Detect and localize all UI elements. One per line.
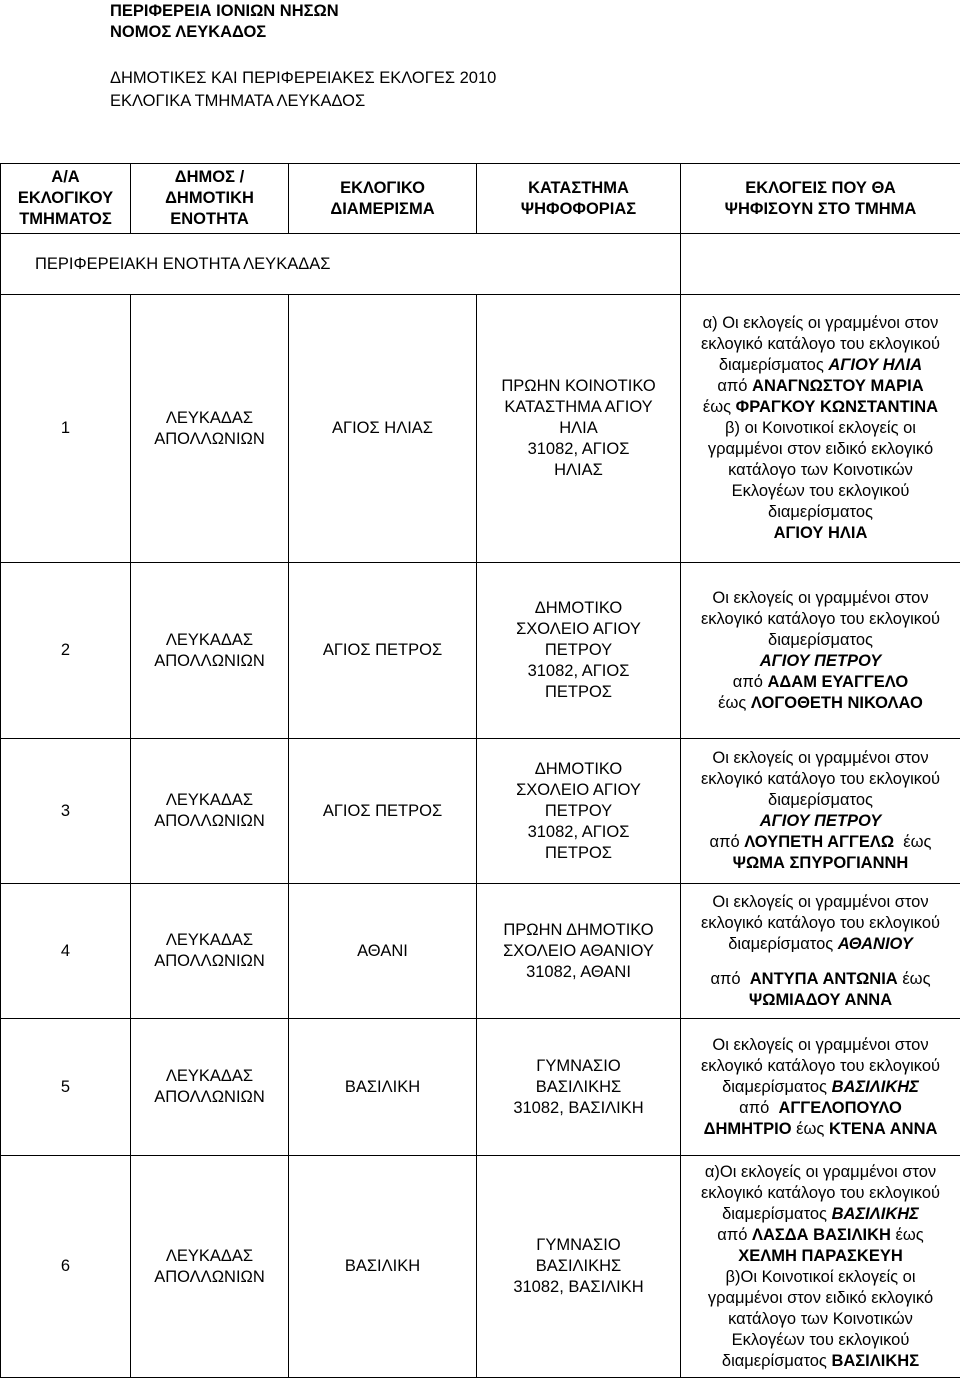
polling-station: ΔΗΜΟΤΙΚΟ ΣΧΟΛΕΙΟ ΑΓΙΟΥ ΠΕΤΡΟΥ 31082, ΑΓΙΟΣ ΠΕΤΡΟΣ	[477, 739, 681, 884]
municipality: ΛΕΥΚΑΔΑΣ ΑΠΟΛΛΩΝΙΩΝ	[131, 739, 289, 884]
polling-station: ΓΥΜΝΑΣΙΟ ΒΑΣΙΛΙΚΗΣ 31082, ΒΑΣΙΛΙΚΗ	[477, 1156, 681, 1378]
section-number: 6	[1, 1156, 131, 1378]
column-header-polling-station: ΚΑΤΑΣΤΗΜΑ ΨΗΦΟΦΟΡΙΑΣ	[477, 164, 681, 234]
column-header-district: ΕΚΛΟΓΙΚΟ ΔΙΑΜΕΡΙΣΜΑ	[289, 164, 477, 234]
table-row	[1, 563, 960, 739]
district: ΑΘΑΝΙ	[289, 884, 477, 1019]
elections-title: ΔΗΜΟΤΙΚΕΣ ΚΑΙ ΠΕΡΙΦΕΡΕΙΑΚΕΣ ΕΚΛΟΓΕΣ 2010	[110, 69, 497, 87]
column-header-municipality: ΔΗΜΟΣ / ΔΗΜΟΤΙΚΗ ΕΝΟΤΗΤΑ	[131, 164, 289, 234]
polling-station: ΠΡΩΗΝ ΚΟΙΝΟΤΙΚΟ ΚΑΤΑΣΤΗΜΑ ΑΓΙΟΥ ΗΛΙΑ 31082, ΑΓΙΟΣ ΗΛΙΑΣ	[477, 295, 681, 563]
section-number: 3	[1, 739, 131, 884]
voters-description: α) Οι εκλογείς οι γραμμένοι στον εκλογικό κατάλογο του εκλογικού διαμερίσματος ΑΓΙΟΥ ΗΛΙΑ από ΑΝΑΓΝΩΣΤΟΥ ΜΑΡΙΑ έως ΦΡΑΓΚΟΥ ΚΩΝΣΤΑΝΤΙΝΑ β) οι Κοινοτικοί εκλογείς οι γραμμένοι στον ειδικό εκλογικό κατάλογο των Κοινοτικών Εκλογέων του εκλογικού διαμερίσματος ΑΓΙΟΥ ΗΛΙΑ	[681, 295, 960, 563]
electoral-sections-table	[0, 163, 960, 1378]
voters-description: Οι εκλογείς οι γραμμένοι στον εκλογικό κατάλογο του εκλογικού διαμερίσματος ΑΘΑΝΙΟΥ από ΑΝΤΥΠΑ ΑΝΤΩΝΙΑ έως ΨΩΜΙΑΔΟΥ ΑΝΝΑ	[681, 884, 960, 1019]
voters-description: Οι εκλογείς οι γραμμένοι στον εκλογικό κατάλογο του εκλογικού διαμερίσματος ΑΓΙΟΥ ΠΕΤΡΟΥ από ΛΟΥΠΕΤΗ ΑΓΓΕΛΩ έως ΨΩΜΑ ΣΠΥΡΟΓΙΑΝΝΗ	[681, 739, 960, 884]
voters-description: α)Οι εκλογείς οι γραμμένοι στον εκλογικό κατάλογο του εκλογικού διαμερίσματος ΒΑΣΙΛΙΚΗΣ από ΛΑΣΔΑ ΒΑΣΙΛΙΚΗ έως ΧΕΛΜΗ ΠΑΡΑΣΚΕΥΗ β)Οι Κοινοτικοί εκλογείς οι γραμμένοι στον ειδικό εκλογικό κατάλογο των Κοινοτικών Εκλογέων του εκλογικού διαμερίσματος ΒΑΣΙΛΙΚΗΣ	[681, 1156, 960, 1378]
district: ΑΓΙΟΣ ΠΕΤΡΟΣ	[289, 563, 477, 739]
voters-description: Οι εκλογείς οι γραμμένοι στον εκλογικό κατάλογο του εκλογικού διαμερίσματος ΑΓΙΟΥ ΠΕΤΡΟΥ από ΑΔΑΜ ΕΥΑΓΓΕΛΟ έως ΛΟΓΟΘΕΤΗ ΝΙΚΟΛΑΟ	[681, 563, 960, 739]
municipality: ΛΕΥΚΑΔΑΣ ΑΠΟΛΛΩΝΙΩΝ	[131, 884, 289, 1019]
prefecture-title: ΝΟΜΟΣ ΛΕΥΚΑΔΟΣ	[110, 23, 267, 41]
municipality: ΛΕΥΚΑΔΑΣ ΑΠΟΛΛΩΝΙΩΝ	[131, 1156, 289, 1378]
municipality: ΛΕΥΚΑΔΑΣ ΑΠΟΛΛΩΝΙΩΝ	[131, 563, 289, 739]
district: ΑΓΙΟΣ ΗΛΙΑΣ	[289, 295, 477, 563]
section-number: 5	[1, 1019, 131, 1156]
table-row	[1, 1156, 960, 1378]
polling-station: ΔΗΜΟΤΙΚΟ ΣΧΟΛΕΙΟ ΑΓΙΟΥ ΠΕΤΡΟΥ 31082, ΑΓΙΟΣ ΠΕΤΡΟΣ	[477, 563, 681, 739]
table-header-row	[1, 164, 960, 234]
table-row	[1, 295, 960, 563]
table-row	[1, 739, 960, 884]
voters-description: Οι εκλογείς οι γραμμένοι στον εκλογικό κατάλογο του εκλογικού διαμερίσματος ΒΑΣΙΛΙΚΗΣ από ΑΓΓΕΛΟΠΟΥΛΟ ΔΗΜΗΤΡΙΟ έως ΚΤΕΝΑ ΑΝΝΑ	[681, 1019, 960, 1156]
district: ΑΓΙΟΣ ΠΕΤΡΟΣ	[289, 739, 477, 884]
municipality: ΛΕΥΚΑΔΑΣ ΑΠΟΛΛΩΝΙΩΝ	[131, 295, 289, 563]
section-number: 2	[1, 563, 131, 739]
section-number: 1	[1, 295, 131, 563]
district: ΒΑΣΙΛΙΚΗ	[289, 1019, 477, 1156]
table-row	[1, 884, 960, 1019]
region-label: ΠΕΡΙΦΕΡΕΙΑΚΗ ΕΝΟΤΗΤΑ ΛΕΥΚΑΔΑΣ	[1, 234, 477, 295]
table-row	[1, 1019, 960, 1156]
region-title: ΠΕΡΙΦΕΡΕΙΑ ΙΟΝΙΩΝ ΝΗΣΩΝ	[110, 2, 339, 20]
polling-station: ΠΡΩΗΝ ΔΗΜΟΤΙΚΟ ΣΧΟΛΕΙΟ ΑΘΑΝΙΟΥ 31082, ΑΘΑΝΙ	[477, 884, 681, 1019]
polling-station: ΓΥΜΝΑΣΙΟ ΒΑΣΙΛΙΚΗΣ 31082, ΒΑΣΙΛΙΚΗ	[477, 1019, 681, 1156]
column-header-section-number: Α/Α ΕΚΛΟΓΙΚΟΥ ΤΜΗΜΑΤΟΣ	[1, 164, 131, 234]
district: ΒΑΣΙΛΙΚΗ	[289, 1156, 477, 1378]
section-number: 4	[1, 884, 131, 1019]
municipality: ΛΕΥΚΑΔΑΣ ΑΠΟΛΛΩΝΙΩΝ	[131, 1019, 289, 1156]
column-header-voters: ΕΚΛΟΓΕΙΣ ΠΟΥ ΘΑ ΨΗΦΙΣΟΥΝ ΣΤΟ ΤΜΗΜΑ	[681, 164, 960, 234]
sections-title: ΕΚΛΟΓΙΚΑ ΤΜΗΜΑΤΑ ΛΕΥΚΑΔΟΣ	[110, 92, 366, 110]
region-row	[1, 234, 960, 295]
